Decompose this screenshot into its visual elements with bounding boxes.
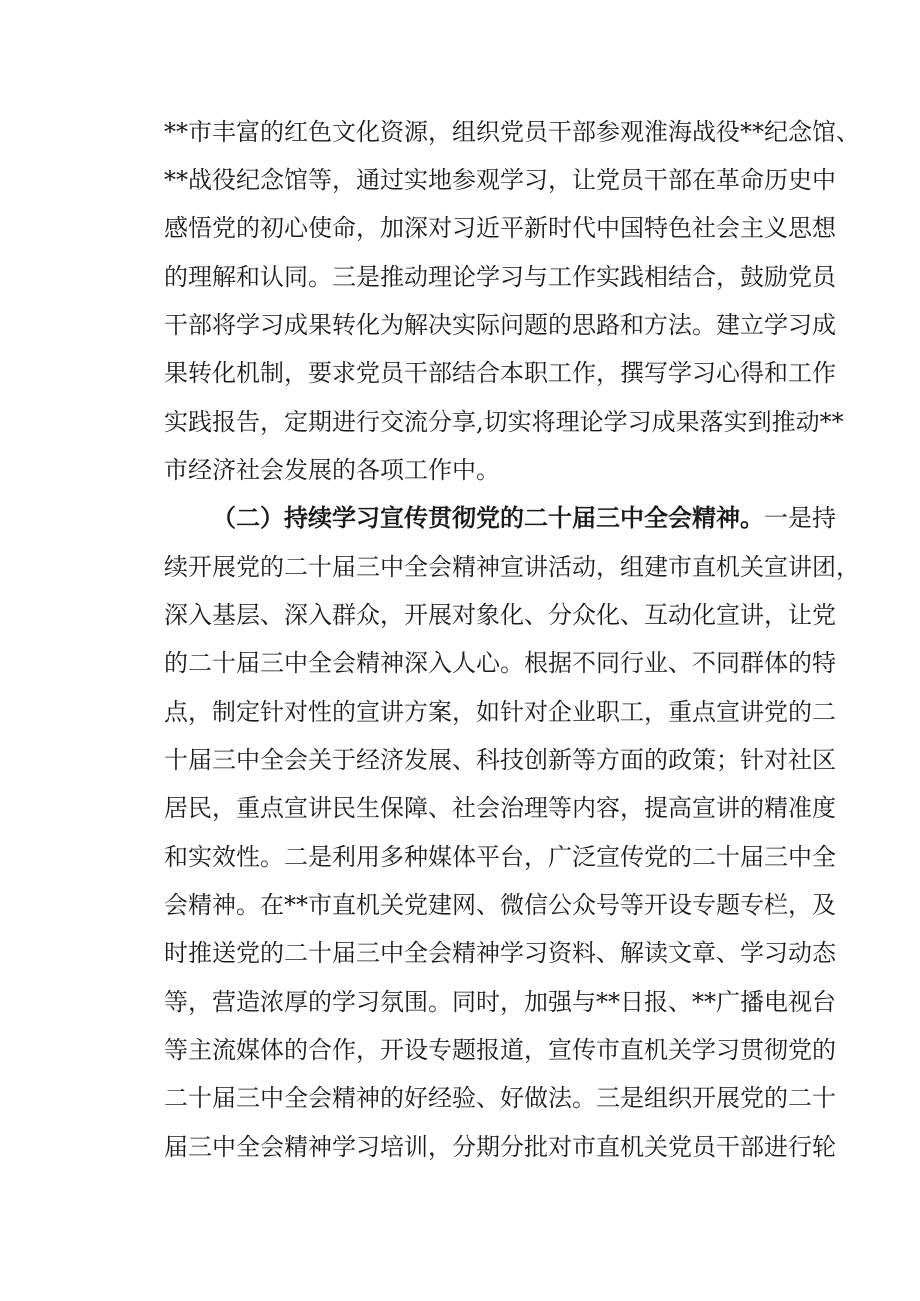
text-line: **市丰富的红色文化资源，组织党员干部参观淮海战役**纪念馆、: [164, 118, 860, 146]
text-line: 和实效性。二是利用多种媒体平台，广泛宣传党的二十届三中全: [164, 843, 836, 871]
text-line: 深入基层、深入群众，开展对象化、分众化、互动化宣讲，让党: [164, 601, 836, 629]
text-line: 时推送党的二十届三中全会精神学习资料、解读文章、学习动态: [164, 939, 836, 967]
text-line: 实践报告，定期进行交流分享,切实将理论学习成果落实到推动**: [164, 408, 844, 436]
section-first-line-text: 一是持: [764, 504, 836, 532]
text-line: 干部将学习成果转化为解决实际问题的思路和方法。建立学习成: [164, 311, 836, 339]
text-line: 届三中全会精神学习培训，分期分批对市直机关党员干部进行轮: [164, 1133, 836, 1161]
section-heading-line: [212, 503, 836, 533]
text-line: 会精神。在**市直机关党建网、微信公众号等开设专题专栏，及: [164, 891, 836, 919]
text-line: 感悟党的初心使命，加深对习近平新时代中国特色社会主义思想: [164, 214, 836, 242]
text-line: 果转化机制，要求党员干部结合本职工作，撰写学习心得和工作: [164, 359, 836, 387]
text-line: 十届三中全会关于经济发展、科技创新等方面的政策；针对社区: [164, 746, 836, 774]
text-line: 居民，重点宣讲民生保障、社会治理等内容，提高宣讲的精准度: [164, 794, 836, 822]
text-line: 的理解和认同。三是推动理论学习与工作实践相结合，鼓励党员: [164, 263, 836, 291]
section-heading: （二）持续学习宣传贯彻党的二十届三中全会精神。: [212, 504, 764, 532]
text-line: 的二十届三中全会精神深入人心。根据不同行业、不同群体的特: [164, 649, 836, 677]
text-line: 点，制定针对性的宣讲方案，如针对企业职工，重点宣讲党的二: [164, 698, 836, 726]
text-line: 续开展党的二十届三中全会精神宣讲活动，组建市直机关宣讲团，: [164, 553, 860, 581]
text-line: 二十届三中全会精神的好经验、好做法。三是组织开展党的二十: [164, 1084, 836, 1112]
text-line: **战役纪念馆等，通过实地参观学习，让党员干部在革命历史中: [164, 166, 836, 194]
text-line: 市经济社会发展的各项工作中。: [164, 456, 500, 484]
text-line: 等主流媒体的合作，开设专题报道，宣传市直机关学习贯彻党的: [164, 1036, 836, 1064]
text-line: 等，营造浓厚的学习氛围。同时，加强与**日报、**广播电视台: [164, 988, 836, 1016]
